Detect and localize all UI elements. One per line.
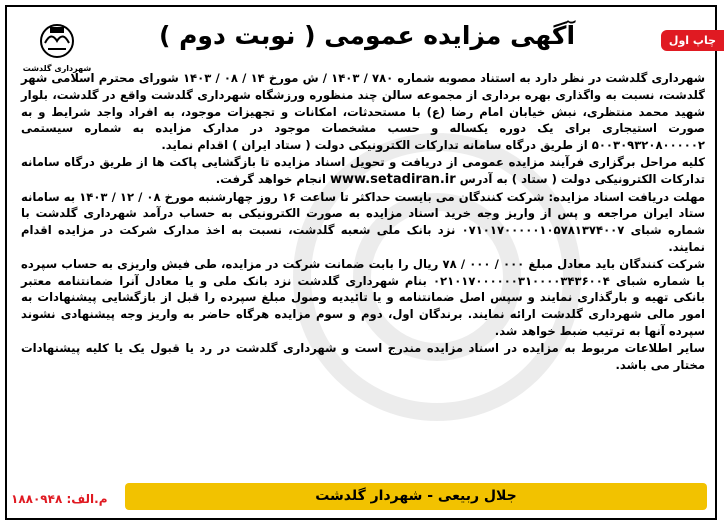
first-print-badge: چاپ اول [661,30,724,51]
paragraph-process-end: انجام خواهد گرفت. [215,171,326,186]
signature-bar: جلال ربیعی - شهردار گلدشت [125,483,707,510]
paragraph-intro: شهرداری گلدشت در نظر دارد به استناد مصوبه شماره ۷۸۰ / ۱۴۰۳ / ش مورخ ۱۴ / ۰۸ / ۱۴۰۳ شورای محترم اسلامی شهر گلدشت، نسبت به واگذاری بهره برداری از مجموعه سالن چند منظوره ورزشگاه شهرداری گلدشت واقع در گلدشت، بلوار شهید محمد منتظری، نبش خیابان امام رضا (ع) با مستحدثات، امکانات و تجهیزات موجود، به افراد واجد شرایط و به صورت استیجاری برای یک دوره یکساله و حسب مشخصات موجود در مدارک مزایده به شماره سیستمی ۵۰۰۳۰۹۳۲۰۸۰۰۰۰۰۲ از طریق درگاه سامانه تدارکات الکترونیکی دولت ( ستاد ایران ) اقدام نماید. [21,71,705,153]
paragraph-guarantee: شرکت کنندگان باید معادل مبلغ ۰۰۰ / ۰۰۰ / ۷۸ ریال را بابت ضمانت شرکت در مزایده، طی فیش واریزی به حساب سپرده با شماره شبای ۰۲۱۰۱۷۰۰۰۰۰۰۳۱۰۰۰۰۳۴۳۶۰۰۴ بنام شهرداری گلدشت نزد بانک ملی و یا معادل آنرا ضمانتنامه معتبر بانکی تهیه و بارگذاری نمایند و سپس اصل ضمانتنامه و یا تائیدیه وصول مبلغ سپرده را قبل از بازگشایی پیشنهادات به امور مالی شهرداری گلدشت ارائه نمایند. برندگان اول، دوم و سوم مزایده هرگاه حاضر به واریز وجه پیشنهادی نشوند سپرده آنها به ترتیب ضبط خواهد شد. [21,256,705,338]
ad-code: م.الف: ۱۸۸۰۹۴۸ [11,492,108,506]
logo-text: شهرداری گلدشت [22,64,92,73]
paragraph-deadline: مهلت دریافت اسناد مزایده: شرکت کنندگان می بایست حداکثر تا ساعت ۱۶ روز چهارشنبه مورخ ۰۸ / ۱۲ / ۱۴۰۳ به سامانه ستاد ایران مراجعه و پس از واریز وجه خرید اسناد مزایده به صورت الکترونیکی به حساب درآمد شهرداری گلدشت با شماره شبای ۰۷۱۰۱۷۰۰۰۰۰۱۰۵۷۸۱۳۷۴۰۰۷ نزد بانک ملی شعبه گلدشت، نسبت به اخذ مدارک شرکت در مزایده اقدام نمایند. [21,189,705,254]
notice-body [21,70,705,373]
municipality-logo [20,19,94,73]
setadiran-link[interactable]: www.setadiran.ir [329,171,456,187]
paragraph-process-text: کلیه مراحل برگزاری فرآیند مزایده عمومی از دریافت و تحویل اسناد مزایده تا بازگشایی پاکت ها از طریق درگاه سامانه تدارکات الکترونیکی دولت ( ستاد ) به آدرس [21,154,705,186]
page-title: آگهی مزایده عمومی ( نوبت دوم ) [158,21,576,50]
paragraph-other-info: سایر اطلاعات مربوط به مزایده در اسناد مزایده مندرج است و شهرداری گلدشت در رد یا قبول یک یا کلیه پیشنهادات مختار می باشد. [21,340,705,372]
notice-frame [5,5,717,520]
paragraph-process [21,154,705,189]
